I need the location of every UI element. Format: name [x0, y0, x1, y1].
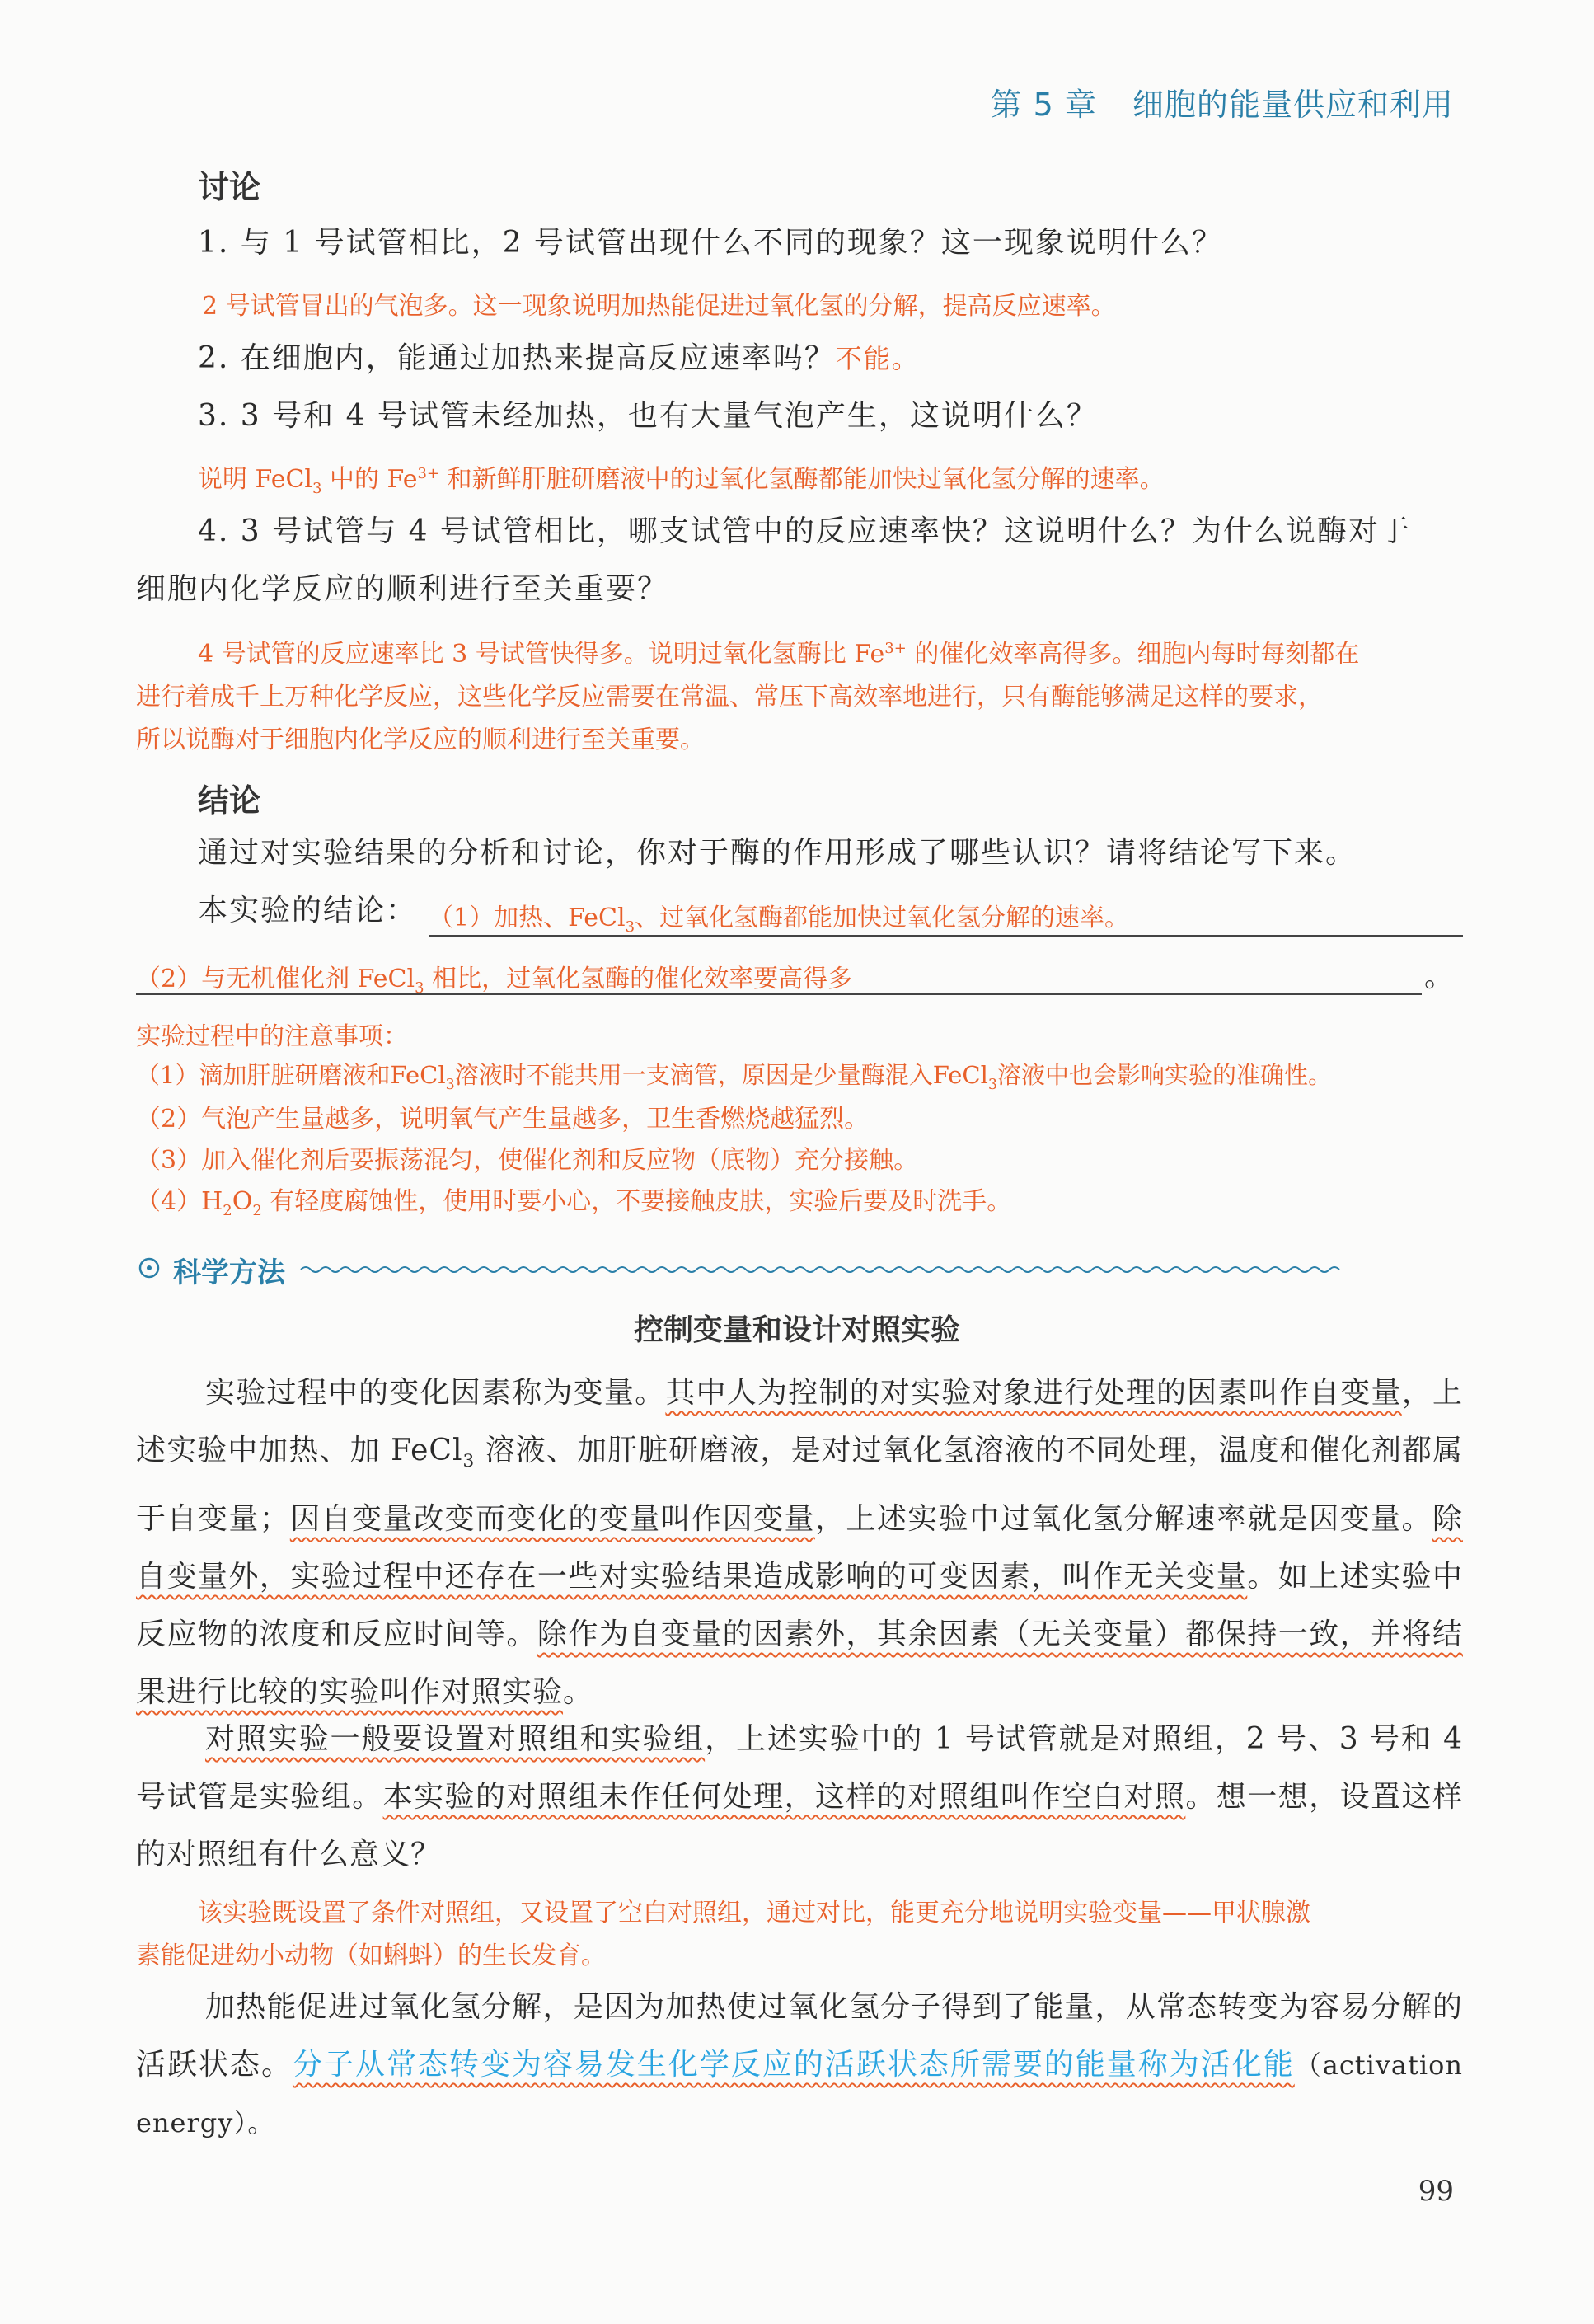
answer-3: [198, 458, 1165, 497]
note-4-part: （4）H: [136, 1187, 223, 1216]
conclusion-2-part: 相比，过氧化氢酶的催化效率要高得多: [424, 965, 853, 993]
p2-underlined: 本实验的对照组未作任何处理，这样的对照组叫作空白对照: [382, 1780, 1186, 1814]
method-answer-line2: 素能促进幼小动物（如蝌蚪）的生长发育。: [136, 1941, 606, 1970]
question-4-line2: 细胞内化学反应的顺利进行至关重要？: [136, 572, 669, 606]
chapter-header: [986, 79, 1454, 124]
chapter-title: 细胞的能量供应和利用: [1132, 87, 1454, 123]
note-1: [136, 1057, 1332, 1093]
notes-title: 实验过程中的注意事项：: [136, 1022, 408, 1051]
conclusion-1: [429, 897, 1129, 936]
p1-sub: 3: [462, 1451, 476, 1472]
p1-text: 。如上述实验中反应物的浓度和反应时间等。: [136, 1560, 1463, 1652]
conclusion-1-part: （1）加热、FeCl: [429, 904, 626, 932]
p1-underlined: 除作为自变量的因素外，其余因素（无关变量）都保持一致，并将结果进行比较的实验叫作对照实验: [136, 1617, 1463, 1710]
answer-2: 不能。: [835, 343, 920, 374]
chapter-number: 第 5 章: [990, 87, 1097, 123]
answer-4-line2: 进行着成千上万种化学反应，这些化学反应需要在常温、常压下高效率地进行，只有酶能够满足这样的要求，: [136, 683, 1323, 711]
p1-text: 溶液、加肝脏研磨液，是对过氧化氢溶液的不同处理，温度和催化剂都属于自变量；: [136, 1434, 1463, 1537]
page-number: 99: [1418, 2175, 1454, 2208]
p1-text: ，上述实验中过氧化氢分解速率就是因变量。: [814, 1502, 1432, 1537]
answer-4-sup: 3+: [884, 640, 907, 657]
science-method-divider: [136, 1251, 1463, 1284]
p3-text: （activation energy）。: [136, 2049, 1463, 2139]
p1-underlined: 其中人为控制的对实验对象进行处理的因素叫作自变量: [665, 1376, 1402, 1410]
science-method-label: 科学方法: [173, 1256, 285, 1289]
conclusion-2: [136, 958, 852, 997]
answer-1: 2 号试管冒出的气泡多。这一现象说明加热能促进过氧化氢的分解，提高反应速率。: [202, 292, 1116, 321]
question-2-text: 2. 在细胞内，能通过加热来提高反应速率吗？: [198, 341, 836, 375]
p1-underlined: 因自变量改变而变化的变量叫作因变量: [289, 1502, 815, 1537]
p2-text: 。想一想，设置这样的对照组有什么意义？: [136, 1780, 1463, 1871]
note-4-sub: 2: [223, 1202, 232, 1219]
method-paragraph-1: [136, 1364, 1463, 1721]
answer-3-part: 和新鲜肝脏研磨液中的过氧化氢酶都能加快过氧化氢分解的速率。: [439, 465, 1165, 494]
note-4-part: 有轻度腐蚀性，使用时要小心，不要接触皮肤，实验后要及时洗手。: [261, 1187, 1012, 1216]
note-4-sub: 2: [252, 1202, 262, 1219]
note-4-part: O: [232, 1187, 253, 1216]
wavy-divider-line: [301, 1267, 1339, 1272]
p2-underlined: 对照实验一般要设置对照组和实验组: [205, 1722, 706, 1756]
conclusion-1-sub: 3: [625, 918, 635, 936]
method-paragraph-3: [136, 1979, 1463, 2152]
question-2: [198, 330, 920, 387]
method-paragraph-2: [136, 1711, 1463, 1884]
p1-text: 。: [563, 1675, 594, 1710]
science-method-title: 控制变量和设计对照实验: [633, 1313, 960, 1347]
conclusion-period: 。: [1424, 960, 1456, 993]
note-4: [136, 1181, 1011, 1219]
conclusion-2-part: （2）与无机催化剂 FeCl: [136, 965, 415, 993]
note-1-part: 溶液中也会影响实验的准确性。: [996, 1061, 1332, 1089]
note-1-sub: 3: [445, 1076, 455, 1093]
p3-text: 加热能促进过氧化氢分解，是因为加热使过氧化氢分子得到了能量，从常态转变为容易分解的活跃状态。: [136, 1990, 1463, 2082]
note-1-part: （1）滴加肝脏研磨液和FeCl: [136, 1061, 446, 1089]
conclusion-label: 本实验的结论：: [198, 894, 418, 927]
conclusion-heading: 结论: [198, 782, 261, 819]
discussion-heading: 讨论: [198, 169, 261, 205]
target-icon-dot: [147, 1265, 152, 1270]
conclusion-1-part: 、过氧化氢酶都能加快过氧化氢分解的速率。: [635, 904, 1130, 932]
method-answer-line1: 该实验既设置了条件对照组，又设置了空白对照组，通过对比，能更充分地说明实验变量——甲状腺激: [198, 1899, 1310, 1927]
note-1-part: 溶液时不能共用一支滴管，原因是少量酶混入FeCl: [454, 1061, 988, 1089]
activation-energy-definition: 分子从常态转变为容易发生化学反应的活跃状态所需要的能量称为活化能: [292, 2048, 1295, 2082]
p1-text: ，上述实验中加热、加 FeCl: [136, 1376, 1463, 1467]
answer-3-part: 中的 Fe: [321, 465, 418, 494]
question-3: 3. 3 号和 4 号试管未经加热，也有大量气泡产生，这说明什么？: [198, 399, 1098, 433]
note-1-sub: 3: [987, 1076, 997, 1093]
question-1: 1. 与 1 号试管相比，2 号试管出现什么不同的现象？这一现象说明什么？: [198, 226, 1223, 260]
answer-4-part: 的催化效率高得多。细胞内每时每刻都在: [906, 640, 1360, 669]
answer-4-part: 4 号试管的反应速率比 3 号试管快得多。说明过氧化氢酶比 Fe: [198, 640, 885, 669]
answer-3-part: 说明 FeCl: [198, 465, 313, 494]
conclusion-line-1: [429, 935, 1463, 937]
p1-text: 实验过程中的变化因素称为变量。: [205, 1376, 666, 1410]
p2-text: ，上述实验中的 1 号试管就是对照组，2 号、3 号和 4 号试管是实验组。: [136, 1722, 1463, 1814]
p1-underlined: 除自变量外，实验过程中还存在一些对实验结果造成影响的可变因素，叫作无关变量: [136, 1502, 1463, 1594]
note-2: （2）气泡产生量越多，说明氧气产生量越多，卫生香燃烧越猛烈。: [136, 1105, 870, 1134]
answer-3-sup: 3+: [417, 465, 440, 482]
answer-4-line3: 所以说酶对于细胞内化学反应的顺利进行至关重要。: [136, 725, 705, 754]
conclusion-line-2: [136, 993, 1422, 995]
question-4-line1: 4. 3 号试管与 4 号试管相比，哪支试管中的反应速率快？这说明什么？为什么说酶对于: [198, 514, 1411, 548]
note-3: （3）加入催化剂后要振荡混匀，使催化剂和反应物（底物）充分接触。: [136, 1146, 919, 1175]
conclusion-prompt: 通过对实验结果的分析和讨论，你对于酶的作用形成了哪些认识？请将结论写下来。: [198, 836, 1357, 870]
answer-4-line1: [198, 633, 1359, 669]
answer-3-sub: 3: [312, 480, 322, 497]
conclusion-2-sub: 3: [415, 979, 424, 997]
